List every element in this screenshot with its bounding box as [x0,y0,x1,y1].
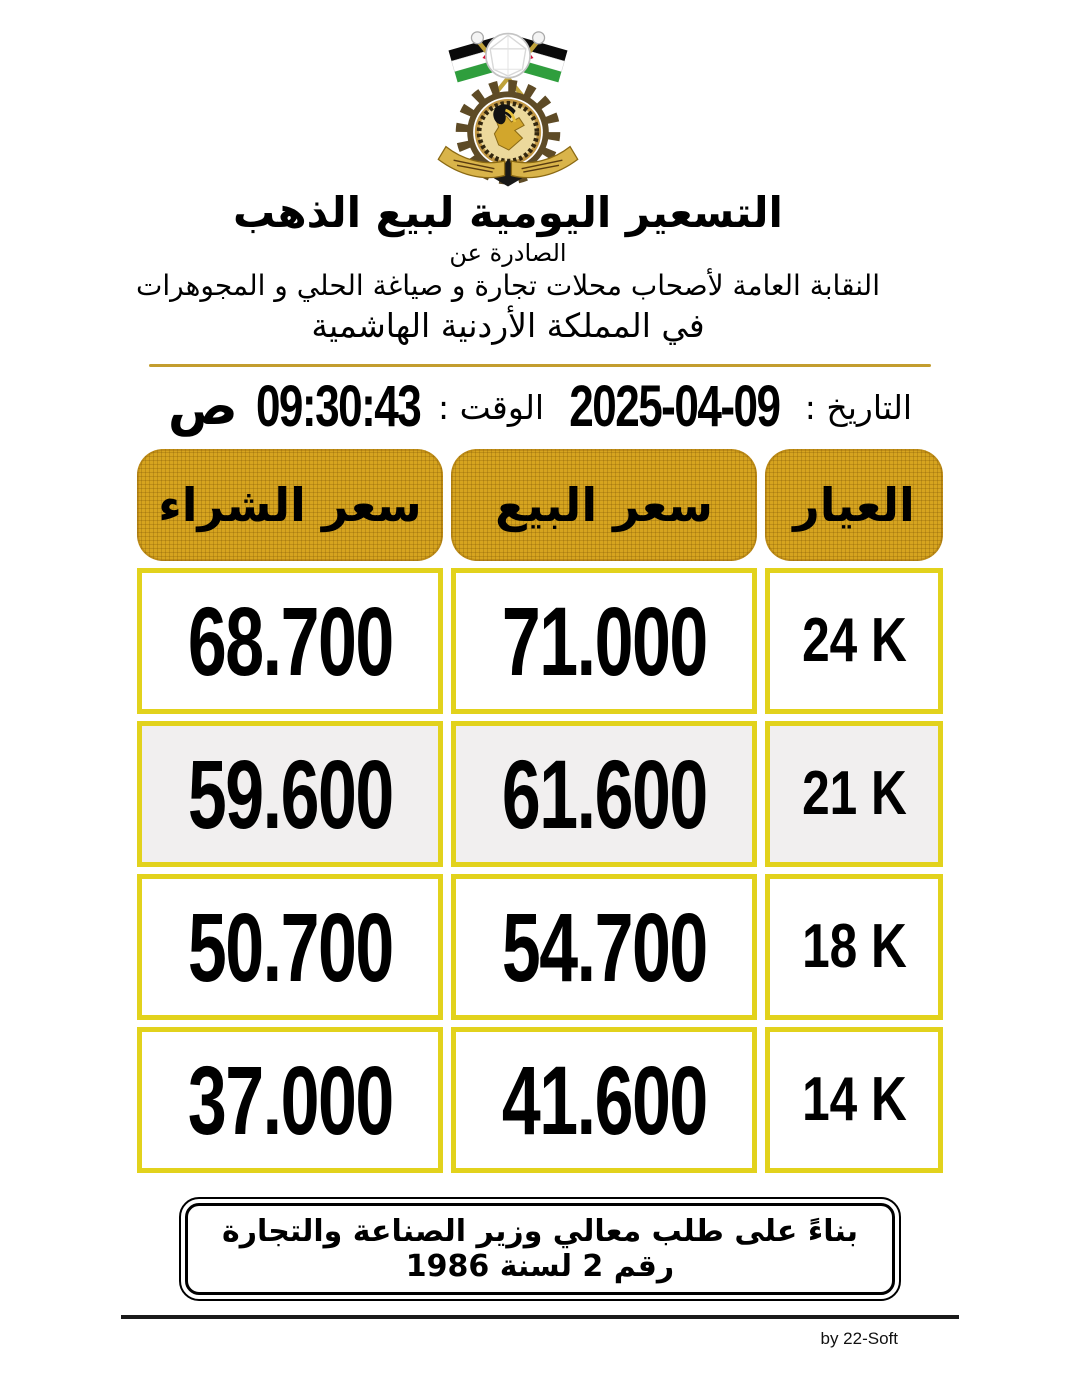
karat-value: 24 K [801,606,907,675]
karat-value: 21 K [801,759,907,828]
header-buy-price: سعر الشراء [137,449,443,561]
date-value: 2025-04-09 [569,374,780,439]
sell-price-value: 41.600 [501,1045,707,1155]
ministerial-note-box [179,1197,901,1301]
sell-price-cell [451,874,757,1020]
country-line: في المملكة الأردنية الهاشمية [311,306,705,345]
time-label: الوقت : [438,387,545,427]
syndicate-emblem-icon [423,6,593,192]
buy-price-value: 68.700 [187,586,393,696]
time-value: 09:30:43 [255,374,421,439]
syndicate-name-line: النقابة العامة لأصحاب محلات تجارة و صياغة الحلي و المجوهرات [136,269,880,302]
ministerial-note-text: بناءً على طلب معالي وزير الصناعة والتجارة رقم 2 لسنة 1986 [222,1214,858,1284]
karat-cell [765,568,943,714]
sell-price-value: 54.700 [501,892,707,1002]
karat-value: 18 K [801,912,907,981]
table-row-24k [137,568,943,714]
buy-price-value: 50.700 [187,892,393,1002]
sell-price-cell [451,568,757,714]
meridiem-indicator: ص [167,377,238,437]
sell-price-value: 61.600 [501,739,707,849]
buy-price-cell [137,568,443,714]
date-label: التاريخ : [804,387,913,427]
bulletin-header [0,0,1048,348]
table-row-14k [137,1027,943,1173]
buy-price-cell [137,1027,443,1173]
karat-cell [765,874,943,1020]
karat-cell [765,1027,943,1173]
karat-cell [765,721,943,867]
ministerial-note-inner [185,1203,895,1295]
buy-price-cell [137,721,443,867]
issued-by-line: الصادرة عن [449,239,567,267]
footer-divider [121,1315,959,1319]
page-title: التسعير اليومية لبيع الذهب [233,188,783,237]
buy-price-value: 59.600 [187,739,393,849]
price-table-header-row [137,449,943,561]
table-row-18k [137,874,943,1020]
sell-price-cell [451,1027,757,1173]
datetime-row [0,375,1080,439]
buy-price-value: 37.000 [187,1045,393,1155]
price-table [137,449,943,1173]
price-table-body [137,568,943,1173]
karat-value: 14 K [801,1065,907,1134]
sell-price-cell [451,721,757,867]
gold-separator [149,364,931,367]
sell-price-value: 71.000 [501,586,707,696]
buy-price-cell [137,874,443,1020]
software-credit: by 22-Soft [820,1329,898,1348]
header-karat: العيار [765,449,943,561]
syndicate-logo [0,6,1048,192]
table-row-21k [137,721,943,867]
header-sell-price: سعر البيع [451,449,757,561]
diamond-icon [486,34,530,78]
